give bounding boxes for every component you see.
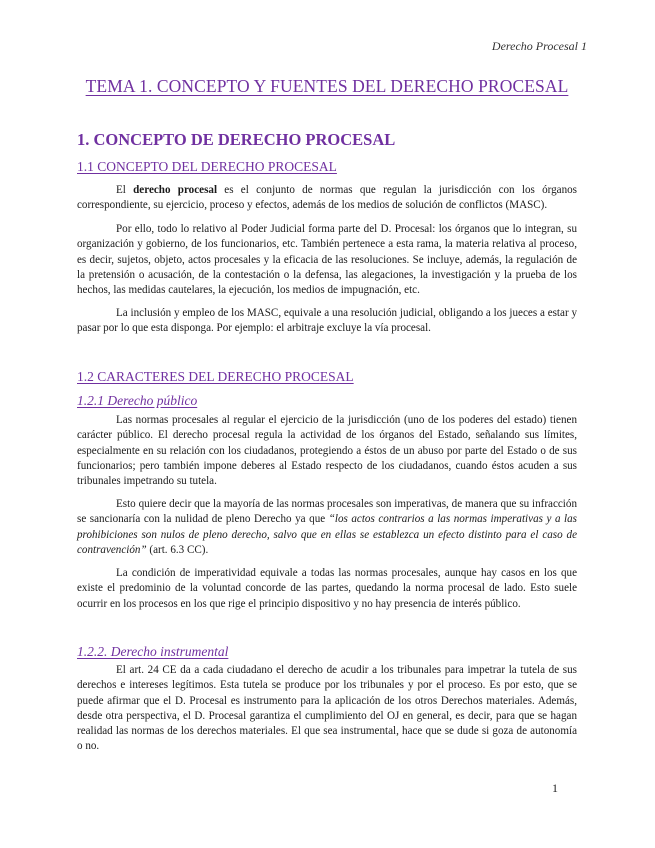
running-header: Derecho Procesal 1 [491,39,587,53]
legal-quote: “los actos contrarios a las normas imperativas y a las prohibiciones son nulos de pleno derecho, salvo que en ellas se establezca un efecto distinto para el caso de contravención” [77,513,577,556]
paragraph-1-2-1-a: Las normas procesales al regular el ejercicio de la jurisdicción (uno de los poderes del estado) tienen carácter público. El derecho procesal regula la actividad de los órganos del Estado, señalando sus límites, especialmente en su relación con los ciudadanos, protegiendo a éstos de un abuso por parte del Estado o de sus funcionarios; pero también impone deberes al Estado respecto de los ciudadanos, cuando éstos acuden a sus tribunales impetrando su tutela. [77,414,577,488]
subsection-heading-1-2: 1.2 CARACTERES DEL DERECHO PROCESAL [77,369,354,384]
subsection-heading-1-2-2: 1.2.2. Derecho instrumental [77,644,229,659]
paragraph-text: Esto quiere decir que la mayoría de las normas procesales son imperativas, de manera que su infracción se sancionaría con la nulidad de pleno Derecho ya que [77,498,577,526]
subsection-heading-1-1: 1.1 CONCEPTO DEL DERECHO PROCESAL [77,159,337,174]
paragraph-1-2-2-a: El art. 24 CE da a cada ciudadano el derecho de acudir a los tribunales para impetrar la tutela de sus derechos e intereses legítimos. Esta tutela se produce por los tribunales y por el proceso. Es por esto, que se puede afirmar que el D. Procesal es instrumento para la aplicación de los otros Derechos materiales. Además, desde otra perspectiva, el D. Procesal garantiza el cumplimiento del OJ en general, es decir, para que se hagan realidad las normas de los derechos materiales. El que sea instrumental, hace que se dude si goza de autonomía o no. [77,664,577,753]
paragraph-1-1-b: Por ello, todo lo relativo al Poder Judicial forma parte del D. Procesal: los órganos que lo integran, su organización y gobierno, de los funcionarios, etc. También pertenece a esta rama, la materia relativa al proceso, es decir, sujetos, objeto, actos procesales y la eficacia de las resoluciones. Se incluye, además, la regulación de la pretensión o acusación, de la contestación o la defensa, las alegaciones, la investigación y la prueba de los hechos, las medidas cautelares, la ejecución, los medios de impugnación, etc. [77,223,577,297]
subsection-heading-1-2-1: 1.2.1 Derecho público [77,393,198,408]
paragraph-1-2-1-b [77,497,577,558]
bold-term: derecho procesal [133,184,218,196]
document-title: TEMA 1. CONCEPTO Y FUENTES DEL DERECHO PROCESAL [85,76,569,96]
paragraph-text: (art. 6.3 CC). [146,543,209,556]
page-number: 1 [552,781,558,795]
section-heading-1: 1. CONCEPTO DE DERECHO PROCESAL [77,130,396,149]
paragraph-1-1-a [77,183,577,214]
paragraph-text: es el conjunto de normas que regulan la jurisdicción con los órganos correspondiente, su ejercicio, proceso y efectos, además de los medios de solución de conflictos (MASC). [77,184,577,212]
paragraph-1-1-c: La inclusión y empleo de los MASC, equivale a una resolución judicial, obligando a los jueces a estar y pasar por lo que esta disponga. Por ejemplo: el arbitraje excluye la vía procesal. [77,307,577,335]
document-body [77,72,577,753]
paragraph-text: El [116,184,134,196]
paragraph-1-2-1-c: La condición de imperatividad equivale a todas las normas procesales, aunque hay casos en los que existe el predominio de la voluntad concorde de las partes, quedando la norma procesal de lado. Esto suele ocurrir en los procesos en los que rige el principio dispositivo y no hay presencia de interés público. [77,567,577,610]
